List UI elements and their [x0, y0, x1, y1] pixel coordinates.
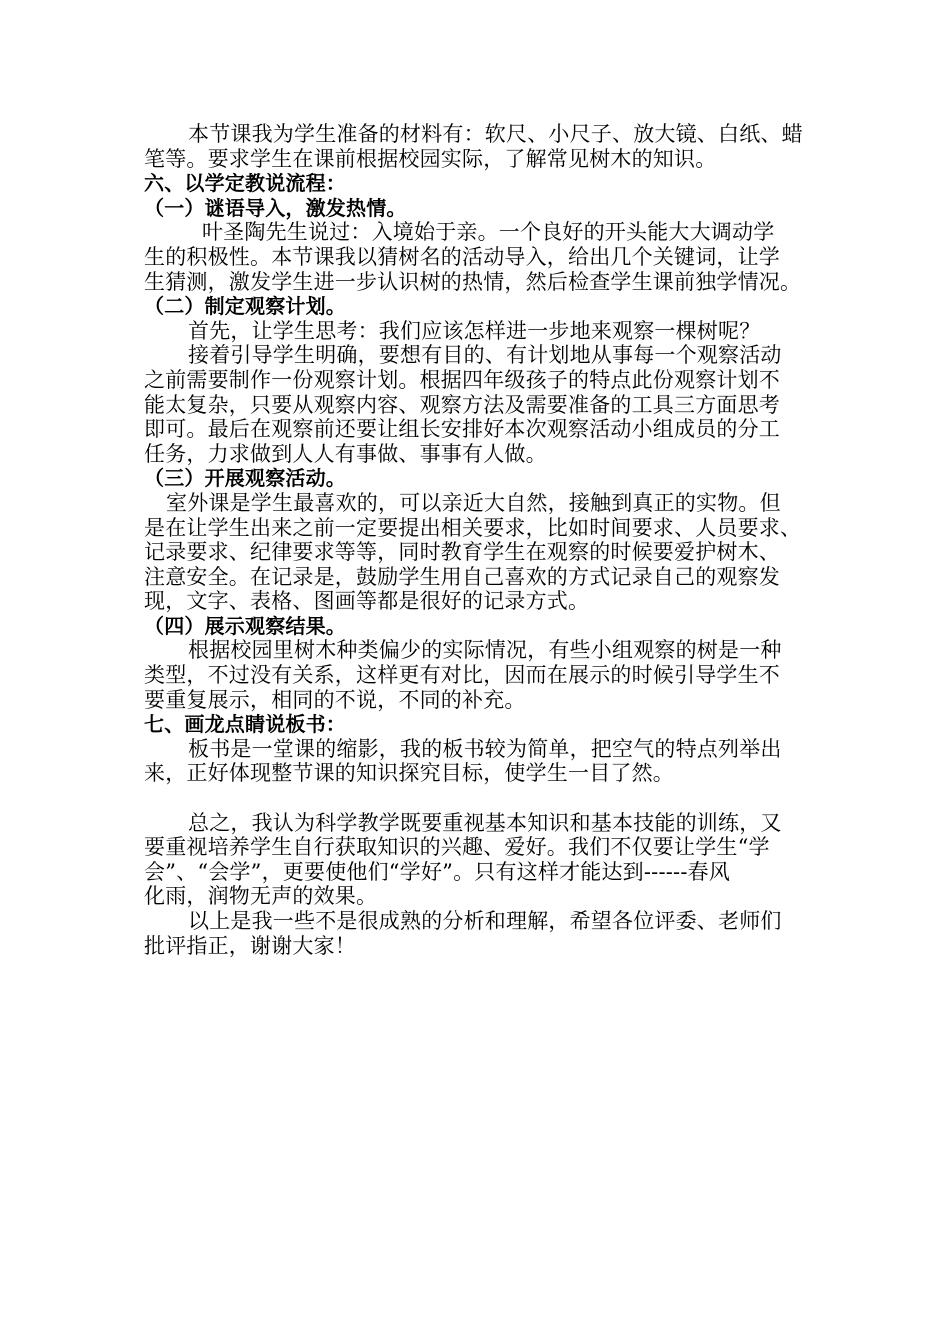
paragraph-line: 任务，力求做到人人有事做、事事有人做。 — [144, 441, 547, 466]
paragraph-line: 类型，不过没有关系，这样更有对比，因而在展示的时候引导学生不 — [144, 663, 780, 688]
paragraph-line: 首先，让学生思考：我们应该怎样进一步地来观察一棵树呢？ — [188, 318, 761, 343]
paragraph-line: 现，文字、表格、图画等都是很好的记录方式。 — [144, 589, 590, 614]
paragraph-line: 之前需要制作一份观察计划。根据四年级孩子的特点此份观察计划不 — [144, 367, 780, 392]
paragraph-line: 总之，我认为科学教学既要重视基本知识和基本技能的训练，又 — [188, 810, 782, 835]
paragraph-line: 化雨，润物无声的效果。 — [144, 884, 378, 909]
paragraph-line: 是在让学生出来之前一定要提出相关要求，比如时间要求、人员要求、 — [144, 515, 802, 540]
paragraph-line: 生猜测，激发学生进一步认识树的热情，然后检查学生课前独学情况。 — [144, 269, 802, 294]
paragraph-line: 笔等。要求学生在课前根据校园实际，了解常见树木的知识。 — [144, 146, 717, 171]
paragraph-line: 室外课是学生最喜欢的，可以亲近大自然，接触到真正的实物。但 — [166, 490, 781, 515]
paragraph-line: 本节课我为学生准备的材料有：软尺、小尺子、放大镜、白纸、蜡 — [188, 122, 803, 146]
paragraph-line: 注意安全。在记录是，鼓励学生用自己喜欢的方式记录自己的观察发 — [144, 564, 780, 589]
paragraph-line: 批评指正，谢谢大家！ — [144, 933, 356, 958]
blank-line — [144, 786, 824, 811]
subsection-heading-4: （四）展示观察结果。 — [144, 613, 346, 638]
paragraph-line: 生的积极性。本节课我以猜树名的活动导入，给出几个关键词，让学 — [144, 244, 780, 269]
paragraph-line: 来，正好体现整节课的知识探究目标，使学生一目了然。 — [144, 761, 674, 786]
paragraph-line: 以上是我一些不是很成熟的分析和理解，希望各位评委、老师们 — [188, 909, 782, 933]
document-body — [144, 122, 824, 958]
section-heading-7: 七、画龙点睛说板书： — [144, 712, 346, 737]
paragraph-line: 即可。最后在观察前还要让组长安排好本次观察活动小组成员的分工 — [144, 417, 780, 442]
paragraph-line: 根据校园里树木种类偏少的实际情况，有些小组观察的树是一种 — [188, 638, 782, 663]
paragraph-line: 记录要求、纪律要求等等，同时教育学生在观察的时候要爱护树木、 — [144, 540, 780, 565]
paragraph-line: 要重复展示，相同的不说，不同的补充。 — [144, 687, 526, 712]
subsection-heading-3: （三）开展观察活动。 — [144, 466, 346, 491]
subsection-heading-1: （一）谜语导入，激发热情。 — [144, 195, 407, 220]
paragraph-line: 会”、“会学”，更要使他们“学好”。只有这样才能达到------春风 — [144, 859, 731, 884]
paragraph-line: 能太复杂，只要从观察内容、观察方法及需要准备的工具三方面思考 — [144, 392, 780, 417]
paragraph-line: 接着引导学生明确，要想有目的、有计划地从事每一个观察活动 — [188, 343, 782, 368]
paragraph-line: 板书是一堂课的缩影，我的板书较为简单，把空气的特点列举出 — [188, 736, 782, 761]
section-heading-6: 六、以学定教说流程： — [144, 171, 346, 196]
subsection-heading-2: （二）制定观察计划。 — [144, 294, 346, 319]
paragraph-line: 要重视培养学生自行获取知识的兴趣、爱好。我们不仅要让学生“学 — [144, 835, 770, 860]
paragraph-line: 叶圣陶先生说过：入境始于亲。一个良好的开头能大大调动学 — [202, 220, 775, 245]
